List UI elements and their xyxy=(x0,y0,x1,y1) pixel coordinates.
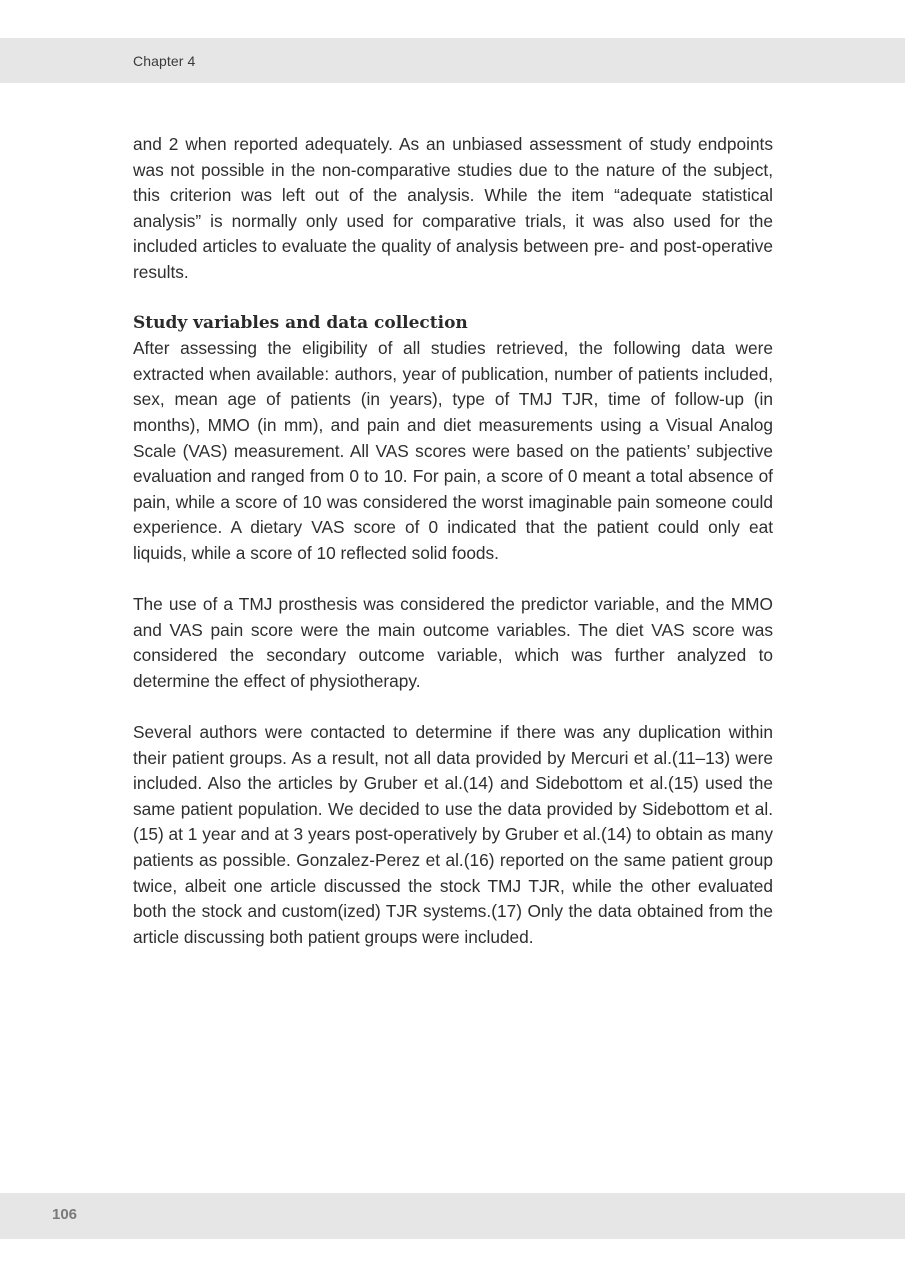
paragraph-gap xyxy=(133,694,773,720)
paragraph-gap xyxy=(133,567,773,593)
section-heading: Study variables and data collection xyxy=(133,312,468,333)
paragraph: Several authors were contacted to determine if there was any duplication within their patient groups. As a result, not all data provided by Mercuri et al.(11–13) were included. Also the articles by Gruber et al.(14) and Sidebottom et al.(15) used the same patient population. We decided to use the data provided by Sidebottom et al.(15) at 1 year and at 3 years post-operatively by Gruber et al.(14) to obtain as many patients as possible. Gonzalez-Perez et al.(16) reported on the same patient group twice, albeit one article discussed the stock TMJ TJR, while the other evaluated both the stock and custom(ized) TJR systems.(17) Only the data obtained from the article discussing both patient groups were included. xyxy=(133,722,773,947)
running-head: Chapter 4 xyxy=(133,53,196,69)
paragraph: After assessing the eligibility of all studies retrieved, the following data were extracted when available: authors, year of publication, number of patients included, sex, mean age of patients (in years), type of TMJ TJR, time of follow-up (in months), MMO (in mm), and pain and diet measurements using a Visual Analog Scale (VAS) measurement. All VAS scores were based on the patients’ subjective evaluation and ranged from 0 to 10. For pain, a score of 0 meant a total absence of pain, while a score of 10 was considered the worst imaginable pain someone could experience. A dietary VAS score of 0 indicated that the patient could only eat liquids, while a score of 10 reflected solid foods. xyxy=(133,338,773,563)
footer-band xyxy=(0,1193,905,1239)
paragraph: The use of a TMJ prosthesis was considered the predictor variable, and the MMO and VAS pain score were the main outcome variables. The diet VAS score was considered the secondary outcome variable, which was further analyzed to determine the effect of physiotherapy. xyxy=(133,594,773,691)
paragraph-gap xyxy=(133,286,773,311)
page-body xyxy=(133,132,773,950)
page-number: 106 xyxy=(52,1206,78,1223)
paragraph: and 2 when reported adequately. As an unbiased assessment of study endpoints was not possible in the non-comparative studies due to the nature of the subject, this criterion was left out of the analysis. While the item “adequate statistical analysis” is normally only used for comparative trials, it was also used for the included articles to evaluate the quality of analysis between pre- and post-operative results. xyxy=(133,134,773,282)
